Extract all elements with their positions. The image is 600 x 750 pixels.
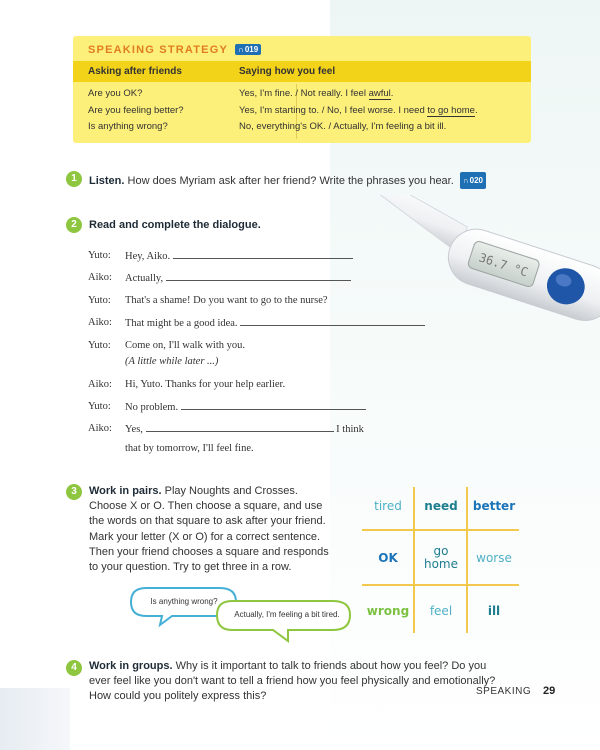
speaker: Yuto: bbox=[88, 250, 111, 261]
ask-phrase: Is anything wrong? bbox=[88, 121, 168, 132]
speaker: Aiko: bbox=[88, 272, 112, 283]
noughts-and-crosses-grid bbox=[362, 485, 519, 635]
speech-bubble-left-text: Is anything wrong? bbox=[150, 596, 218, 606]
audio-track-badge[interactable] bbox=[235, 44, 261, 55]
strategy-row bbox=[73, 88, 531, 105]
speech-bubble-right-text: Actually, I'm feeling a bit tired. bbox=[234, 609, 340, 619]
grid-cell[interactable]: feel bbox=[429, 603, 453, 618]
exercise-1-bold: Listen. bbox=[89, 175, 125, 187]
ask-phrase: Are you feeling better? bbox=[88, 104, 184, 116]
answer-blank[interactable] bbox=[181, 401, 366, 410]
grid-cell[interactable]: go home bbox=[423, 544, 459, 571]
grid-cell[interactable]: better bbox=[472, 498, 516, 513]
feel-phrase: Yes, I'm fine. / Not really. I feel awful. bbox=[239, 88, 394, 99]
strategy-col1-header: Asking after friends bbox=[88, 66, 182, 77]
speaker: Aiko: bbox=[88, 317, 112, 328]
exercise-number-4: 4 bbox=[66, 660, 82, 676]
strategy-row bbox=[73, 121, 531, 138]
feel-phrase: No, everything's OK. / Actually, I'm feeling a bit ill. bbox=[239, 121, 447, 132]
strategy-header-row bbox=[73, 61, 531, 82]
speaker: Aiko: bbox=[88, 423, 112, 434]
strategy-rows bbox=[73, 88, 531, 138]
exercise-number-2: 2 bbox=[66, 217, 82, 233]
speaker: Yuto: bbox=[88, 401, 111, 412]
headphones-icon: ∩ bbox=[238, 45, 244, 54]
audio-track-badge[interactable]: ∩020 bbox=[460, 172, 486, 189]
strategy-col2-header: Saying how you feel bbox=[239, 66, 336, 77]
speaker: Yuto: bbox=[88, 295, 111, 306]
exercise-1-instruction: Listen. How does Myriam ask after her friend? Write the phrases you hear. ∩020 bbox=[89, 172, 486, 189]
grid-cell[interactable]: need bbox=[424, 498, 458, 513]
grid-cell[interactable]: ill bbox=[487, 603, 501, 618]
grid-cell[interactable]: wrong bbox=[366, 603, 410, 618]
strategy-title bbox=[88, 44, 261, 56]
speaker: Aiko: bbox=[88, 379, 112, 390]
exercise-4-instruction: Work in groups. Why is it important to talk to friends about how you feel? Do you ever feel like you don't want to tell a friend how you feel physically and emotionally? How could you politely express this? bbox=[89, 660, 496, 702]
page-edge-strip bbox=[0, 688, 70, 750]
grid-cell[interactable]: OK bbox=[378, 550, 398, 565]
feel-phrase: Yes, I'm starting to. / No, I feel worse. I need to go home. bbox=[239, 104, 478, 116]
ask-phrase: Are you OK? bbox=[88, 88, 143, 99]
strategy-title-text: SPEAKING STRATEGY bbox=[88, 44, 228, 56]
grid-cell[interactable]: worse bbox=[476, 550, 512, 565]
exercise-2-instruction: Read and complete the dialogue. bbox=[89, 219, 261, 231]
grid-cell[interactable]: tired bbox=[374, 498, 402, 513]
thermometer-reading: 36.7 °C bbox=[477, 250, 530, 280]
speaking-strategy-box bbox=[73, 36, 531, 143]
exercise-number-1: 1 bbox=[66, 171, 82, 187]
audio-track-number: 019 bbox=[244, 45, 259, 54]
speaker: Yuto: bbox=[88, 340, 111, 351]
headphones-icon: ∩ bbox=[462, 176, 469, 185]
answer-blank[interactable] bbox=[146, 423, 334, 432]
exercise-number-3: 3 bbox=[66, 484, 82, 500]
footer-section-label: SPEAKING bbox=[476, 686, 532, 697]
page-number: 29 bbox=[543, 685, 556, 697]
thermometer bbox=[327, 195, 600, 328]
exercise-3-instruction: Work in pairs. Play Noughts and Crosses. Choose X or O. Then choose a square, and use the words on that square to ask after your friend. Mark your letter (X or O) for a correct sentence. Then your friend chooses a square and responds to your question. Try to get three in a row. bbox=[89, 485, 329, 574]
thermometer-illustration bbox=[305, 195, 600, 335]
strategy-row bbox=[73, 105, 531, 122]
